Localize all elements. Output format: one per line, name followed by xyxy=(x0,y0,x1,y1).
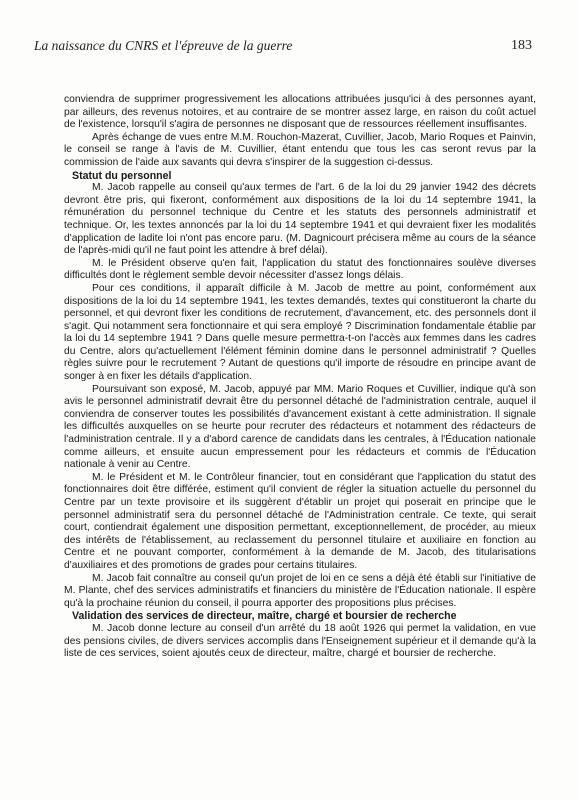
paragraph: M. Jacob rappelle au conseil qu'aux termes de l'art. 6 de la loi du 29 janvier 1942 des décrets devront être pris, qui fixeront, conformément aux dispositions de la loi du 14 septembre 1941, la rémunération du personnel technique du Centre et les statuts des personnels administratif et technique. Or, les textes annoncés par la loi du 14 septembre 1941 et qui devraient fixer les modalités d'application de ladite loi n'ont pas encore paru. (M. Dagnicourt précisera même au cours de la séance de l'après-midi qu'il ne faut point les attendre à bref délai). xyxy=(64,182,536,257)
section-heading-personnel: Statut du personnel xyxy=(72,169,172,182)
section-heading-validation: Validation des services de directeur, maître, chargé et boursier de recherche xyxy=(72,610,457,623)
paragraph: Pour ces conditions, il apparaît difficile à M. Jacob de mettre au point, conformément aux dispositions de la loi du 14 septembre 1941, les textes demandés, textes qui constitueront la charte du personnel, et qui devront fixer les conditions de recrutement, d'avancement, etc. des personnels dont il s'agit. Qui notamment sera fonctionnaire et qui sera employé ? Discrimination fondamentale établie par la loi du 14 septembre 1941 ? Dans quelle mesure permettra-t-on l'accès aux femmes dans les cadres du Centre, alors qu'actuellement l'élément féminin domine dans le personnel administratif ? Quelles règles suivre pour le recrutement ? Autant de questions qu'il importe de résoudre en principe avant de songer à en fixer les détails d'application. xyxy=(64,282,536,383)
paragraph: conviendra de supprimer progressivement les allocations attribuées jusqu'ici à des personnes ayant, par ailleurs, des revenus notoires, et au contraire de se montrer assez large, en raison du coût actuel de l'existence, lorsqu'il s'agira de personnes ne disposant que de ressources réellement insuffisantes. xyxy=(64,94,536,131)
paragraph: M. Jacob fait connaître au conseil qu'un projet de loi en ce sens a déjà été établi sur l'initiative de M. Plante, chef des services administratifs et financiers du ministère de l'Éducation nationale. Il espère qu'à la prochaine réunion du conseil, il pourra apporter des propositions plus précises. xyxy=(64,572,536,609)
running-title: La naissance du CNRS et l'épreuve de la guerre xyxy=(34,38,293,53)
paragraph: M. Jacob donne lecture au conseil d'un arrêté du 18 août 1926 qui permet la validation, en vue des pensions civiles, de divers services accomplis dans l'Enseignement supérieur et il demande qu'à la liste de ces services, soient ajoutés ceux de directeur, maître, chargé et boursier de recherche. xyxy=(64,622,536,660)
paragraph: M. le Président observe qu'en fait, l'application du statut des fonctionnaires soulève diverses difficultés dont le règlement semble devoir nécessiter d'assez longs délais. xyxy=(64,257,536,282)
paragraph: Après échange de vues entre M.M. Rouchon-Mazerat, Cuvillier, Jacob, Mario Roques et Painvin, le conseil se range à l'avis de M. Cuvillier, étant entendu que tous les cas seront revus par la commission de l'aide aux savants qui devra s'inspirer de la suggestion ci-dessus. xyxy=(64,131,536,168)
body-text xyxy=(64,94,536,661)
paragraph: M. le Président et M. le Contrôleur financier, tout en considérant que l'application du statut des fonctionnaires doit être différée, estiment qu'il convient de régler la situation actuelle du personnel du Centre par un texte provisoire et ils suggèrent d'établir un projet qui poserait en principe que le personnel administratif sera du personnel détaché de l'Administration centrale. Ce texte, qui serait court, contiendrait également une disposition permettant, exceptionnellement, de procéder, au mieux des intérêts de l'établissement, au reclassement du personnel titulaire et auxiliaire en fonction au Centre et ne pouvant comporter, conformément à la demande de M. Jacob, des titularisations d'auxiliaires et des promotions de grades pour certains titulaires. xyxy=(64,471,536,571)
paragraph: Poursuivant son exposé, M. Jacob, appuyé par MM. Mario Roques et Cuvillier, indique qu'à son avis le personnel administratif devrait être du personnel détaché de l'administration centrale, auquel il conviendra de conserver toutes les possibilités d'avancement existant à cette administration. Il signale les difficultés auxquelles on se heurte pour recruter des rédacteurs et notamment des rédacteurs de l'administration centrale. Il y a d'abord carence de candidats dans les centrales, à l'Éducation nationale comme ailleurs, et ensuite aucun empressement pour les rédacteurs et commis de l'Éducation nationale à venir au Centre. xyxy=(64,383,536,471)
page-number: 183 xyxy=(511,38,532,53)
